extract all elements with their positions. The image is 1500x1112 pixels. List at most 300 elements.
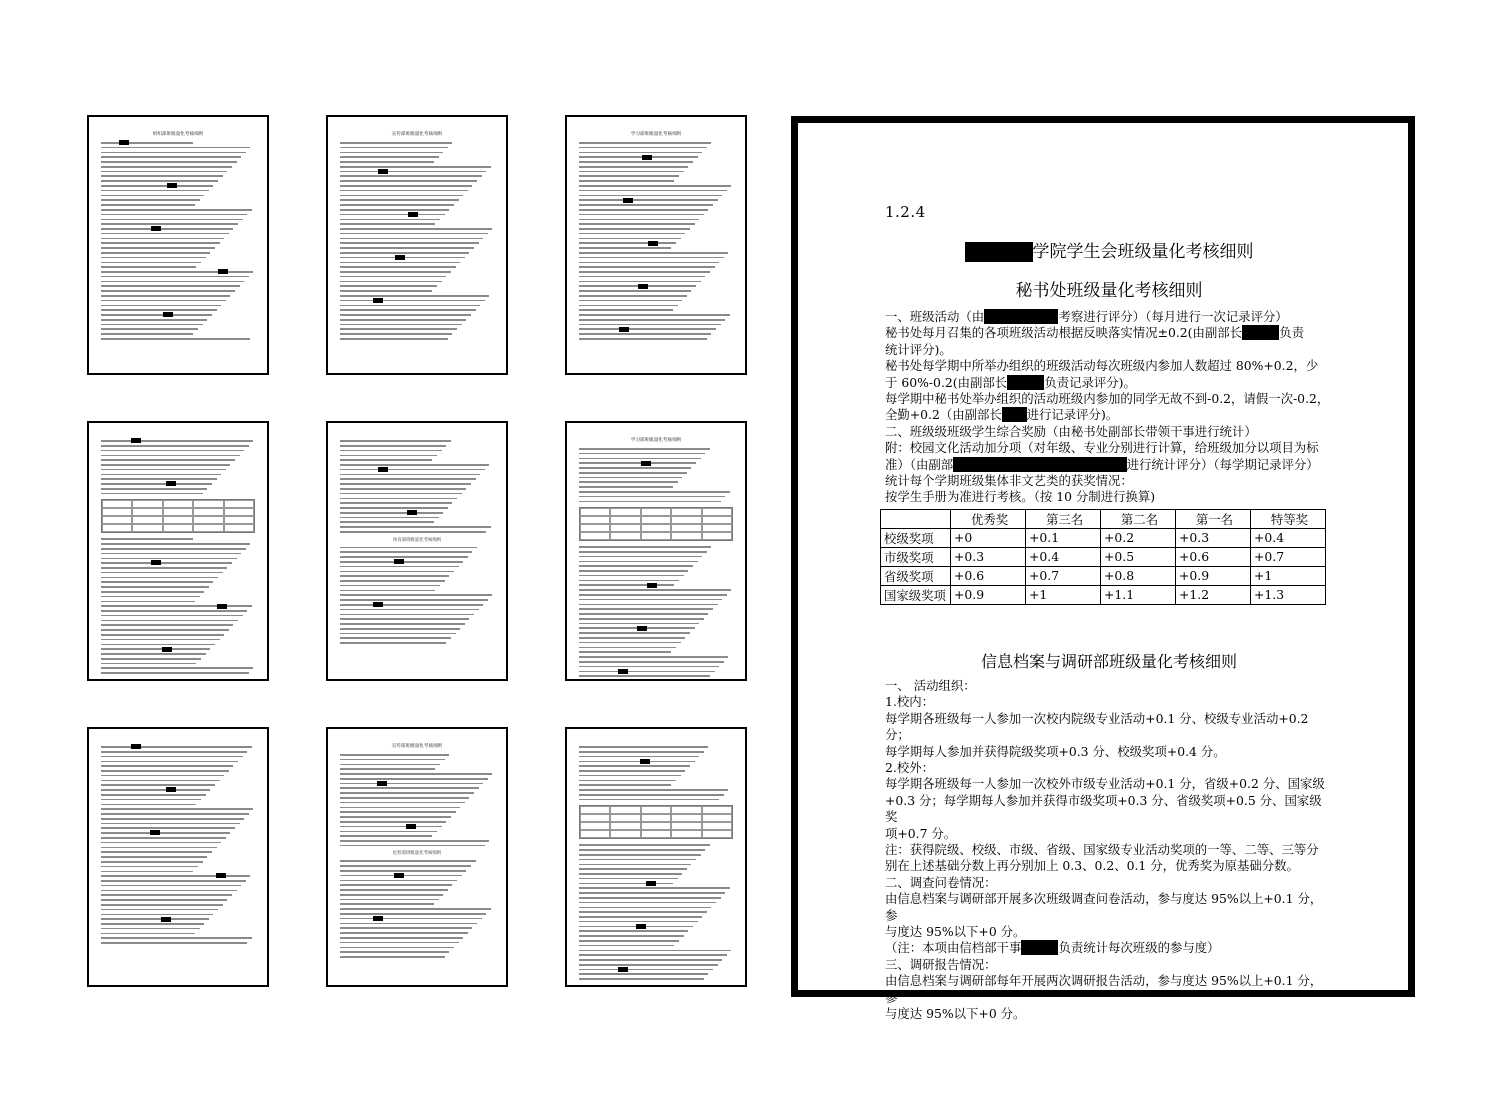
page-thumbnail[interactable] (565, 421, 747, 681)
thumbnail-text-line (340, 870, 466, 872)
thumbnail-text-line (340, 526, 491, 528)
thumbnail-text-line (340, 483, 471, 485)
thumbnail-text-line (340, 880, 457, 882)
thumbnail-text-line (579, 477, 682, 479)
thumbnail-text-line (101, 765, 233, 767)
thumbnail-table (579, 805, 733, 839)
text-line: 全勤+0.2（由副部长某某进行记录评分)。 (885, 407, 1119, 423)
thumbnail-text-line (340, 623, 465, 625)
thumbnail-text-line (579, 496, 725, 498)
document-content (885, 203, 1333, 1022)
thumbnail-text-line (579, 921, 698, 923)
thumbnail-text-line (101, 242, 220, 244)
thumbnail-text-line (579, 618, 704, 620)
thumbnail-text-line (579, 608, 713, 610)
page-thumbnail[interactable] (87, 421, 269, 681)
thumbnail-text-line (340, 262, 460, 264)
thumbnail-text-line (101, 933, 195, 935)
thumbnail-text-line (101, 928, 200, 930)
thumbnail-text-line (340, 899, 439, 901)
text-line: 每学期各班级每一人参加一次校内院级专业活动+0.1 分、校级专业活动+0.2 分； (885, 710, 1309, 743)
thumbnail-text-line (340, 469, 485, 471)
thumbnail-text-line (340, 488, 466, 490)
thumbnail-text-line (579, 911, 707, 913)
thumbnail-text-line (101, 445, 249, 447)
thumbnail-text-line (340, 276, 446, 278)
thumbnail-text-line (101, 233, 229, 235)
thumbnail-text-line (579, 551, 707, 553)
thumbnail-text-line (101, 247, 215, 249)
thumbnail-title: 宣传部班级量化考核细则 (391, 744, 443, 749)
thumbnail-text-line (340, 285, 437, 287)
thumbnail-text-line (579, 556, 702, 558)
thumbnail-text-line (101, 538, 193, 540)
thumbnail-text-line (579, 887, 730, 889)
thumbnail-text-line (101, 813, 249, 815)
thumbnail-text-line (340, 474, 480, 476)
thumbnail-text-line (579, 228, 690, 230)
thumbnail-text-line (579, 627, 695, 629)
thumbnail-text-line (340, 889, 448, 891)
table-header-cell (881, 509, 951, 528)
page-thumbnail[interactable] (326, 421, 508, 681)
thumbnail-text-line (340, 764, 440, 766)
page-thumbnail[interactable] (87, 115, 269, 375)
thumbnail-text-line (340, 571, 454, 573)
thumbnail-text-line (340, 517, 439, 519)
text-line: 由信息档案与调研部每年开展两次调研报告活动，参与度达 95%以上+0.1 分，参 (885, 973, 1323, 1005)
thumbnail-text-line (579, 935, 684, 937)
thumbnail-text-line (579, 472, 687, 474)
thumbnail-text-line (340, 609, 479, 611)
text-line: 与度达 95%以下+0 分。 (885, 1006, 1026, 1021)
thumbnail-text-line (579, 575, 684, 577)
text-line: 2.校外： (885, 759, 934, 775)
thumbnail-text-line (579, 481, 678, 483)
thumbnail-text-line (340, 328, 457, 330)
redacted-block: 长某某某及干事某某某、某某某 (953, 456, 1127, 472)
award-level-cell: 市级奖项 (881, 547, 951, 566)
award-score-cell: +1.1 (1101, 585, 1176, 604)
thumbnail-text-line (340, 199, 459, 201)
text-line: 准）（由副部长某某某及干事某某某、某某某进行统计评分）（每学期记录评分） (885, 456, 1319, 472)
thumbnail-text-line (579, 453, 705, 455)
thumbnail-text-line (101, 483, 212, 485)
thumbnail-text-line (101, 909, 218, 911)
thumbnail-text-line (579, 666, 719, 668)
thumbnail-text-line (579, 214, 704, 216)
thumbnail-text-line (340, 754, 449, 756)
thumbnail-text-line (101, 219, 243, 221)
thumbnail-text-line (579, 295, 687, 297)
thumbnail-text-line (101, 761, 238, 763)
text-line: +0.3 分；每学期每人参加并获得市级奖项+0.3 分、省级奖项+0.5 分、国家级奖 (885, 792, 1322, 825)
thumbnail-text-line (579, 570, 688, 572)
thumbnail-text-line (579, 916, 702, 918)
thumbnail-text-line (101, 923, 204, 925)
thumbnail-text-line (340, 266, 456, 268)
thumbnail-text-line (101, 658, 201, 660)
award-score-cell: +1.2 (1176, 585, 1251, 604)
thumbnail-text-line (101, 562, 232, 564)
thumbnail-text-line (101, 199, 200, 201)
thumbnail-text-line (101, 780, 220, 782)
table-row (881, 566, 1326, 585)
thumbnail-text-line (340, 547, 477, 549)
thumbnail-text-line (101, 827, 235, 829)
thumbnail-text-line (340, 561, 463, 563)
thumbnail-text-line (101, 672, 249, 674)
table-row (881, 528, 1326, 547)
thumbnail-text-line (579, 584, 674, 586)
text-line: 于 60%-0.2(由副部长某某某负责记录评分)。 (885, 374, 1136, 390)
thumbnail-text-line (579, 651, 671, 653)
thumbnail-text-line (101, 314, 212, 316)
thumbnail-text-line (101, 266, 196, 268)
redacted-block: 文化传播 (964, 242, 1033, 262)
thumbnail-text-line (101, 605, 252, 607)
thumbnail-text-line (340, 502, 452, 504)
award-score-cell: +0.6 (951, 566, 1026, 585)
thumbnail-text-line (101, 285, 240, 287)
thumbnail-text-line (101, 904, 223, 906)
thumbnail-text-line (579, 305, 678, 307)
text-line: 每学期每人参加并获得院级奖项+0.3 分、校级奖项+0.4 分。 (885, 743, 1226, 759)
thumbnail-text-line (579, 242, 676, 244)
thumbnail-text-line (101, 794, 206, 796)
thumbnail-text-line (101, 290, 235, 292)
thumbnail-title: 学习部班级量化考核细则 (630, 438, 682, 443)
thumbnail-text-line (340, 875, 462, 877)
thumbnail-text-line (101, 152, 246, 154)
thumbnail-text-line (101, 171, 227, 173)
thumbnail-text-line (101, 180, 218, 182)
thumbnail-text-line (579, 954, 727, 956)
thumbnail-text-line (579, 926, 693, 928)
page-thumbnail[interactable] (87, 727, 269, 987)
thumbnail-text-line (579, 897, 721, 899)
award-score-cell: +0.4 (1250, 528, 1325, 547)
thumbnail-title: 宣传部班级量化考核细则 (391, 132, 443, 137)
thumbnail-text-line (340, 228, 492, 230)
thumbnail-text-line (340, 190, 468, 192)
thumbnail-text-line (101, 648, 210, 650)
thumbnail-text-line (340, 792, 474, 794)
thumbnail-text-line (340, 556, 468, 558)
thumbnail-text-line (579, 580, 679, 582)
thumbnail-text-line (579, 290, 691, 292)
thumbnail-text-line (101, 493, 203, 495)
thumbnail-text-line (579, 462, 696, 464)
thumbnail-text-line (101, 166, 232, 168)
thumbnail-text-line (101, 450, 244, 452)
thumbnail-text-line (340, 614, 474, 616)
thumbnail-text-line (579, 589, 731, 591)
thumbnail-text-line (579, 613, 708, 615)
thumbnail-text-line (579, 448, 710, 450)
thumbnail-text-line (579, 964, 718, 966)
text-line: 1.校内： (885, 694, 934, 710)
thumbnail-text-line (579, 675, 710, 677)
thumbnail-text-line (101, 478, 217, 480)
thumbnail-text-line (340, 252, 469, 254)
thumbnail-text-line (340, 305, 480, 307)
page-thumbnail[interactable] (565, 115, 747, 375)
thumbnail-text-line (340, 161, 434, 163)
thumbnail-text-line (101, 634, 224, 636)
thumbnail-text-line (579, 873, 682, 875)
thumbnail-text-line (340, 942, 459, 944)
thumbnail-text-line (340, 166, 491, 168)
thumbnail-text-line (340, 464, 489, 466)
thumbnail-text-line (340, 290, 432, 292)
thumbnail-text-line (101, 238, 224, 240)
thumbnail-text-line (101, 567, 227, 569)
thumbnail-text-line (579, 945, 674, 947)
page-thumbnail[interactable] (565, 727, 747, 987)
thumbnail-text-line (101, 572, 223, 574)
thumbnail-text-line (101, 586, 209, 588)
text-line: 二、班级级班级学生综合奖励（由秘书处副部长带领干事进行统计） (885, 423, 1257, 439)
thumbnail-text-line (101, 577, 218, 579)
text-line: 二、调查问卷情况： (885, 874, 997, 890)
thumbnail-text-line (579, 642, 681, 644)
award-score-cell: +0.5 (1101, 547, 1176, 566)
thumbnail-text-line (340, 295, 489, 297)
award-score-cell: +0.1 (1026, 528, 1101, 547)
page-thumbnail[interactable] (326, 115, 508, 375)
thumbnail-text-line (579, 680, 705, 681)
thumbnail-text-line (101, 837, 226, 839)
award-score-cell: +0.4 (1026, 547, 1101, 566)
thumbnail-text-line (101, 937, 252, 939)
thumbnail-text-line (579, 775, 681, 777)
thumbnail-text-line (340, 445, 446, 447)
thumbnail-text-line (579, 868, 687, 870)
thumbnail-text-line (579, 959, 722, 961)
table-header-cell: 优秀奖 (951, 509, 1026, 528)
thumbnail-text-line (579, 142, 711, 144)
award-score-cell: +1 (1250, 566, 1325, 585)
thumbnail-text-line (340, 209, 449, 211)
thumbnail-text-line (579, 656, 728, 658)
thumbnail-text-line (579, 271, 710, 273)
thumbnail-text-line (101, 620, 238, 622)
thumbnail-text-line (340, 759, 445, 761)
thumbnail-text-line (101, 942, 247, 944)
thumbnail-text-line (340, 932, 468, 934)
thumbnail-text-line (340, 903, 434, 905)
thumbnail-text-line (101, 276, 249, 278)
thumbnail-subtitle: 体育部班级量化考核细则 (392, 537, 442, 543)
text-line: 统计每个学期班级集体非文艺类的获奖情况： (885, 473, 1133, 489)
thumbnail-text-line (101, 262, 201, 264)
thumbnail-text-line (101, 880, 246, 882)
thumbnail-text-line (579, 859, 696, 861)
thumbnail-text-line (340, 521, 434, 523)
thumbnail-text-line (101, 581, 213, 583)
thumbnail-text-line (579, 252, 728, 254)
thumbnail-text-line (579, 794, 724, 796)
thumbnail-text-line (579, 878, 678, 880)
thumbnail-text-line (579, 930, 688, 932)
thumbnail-text-line (101, 142, 193, 144)
thumbnail-text-line (579, 328, 716, 330)
text-line: 一、 活动组织： (885, 677, 976, 693)
thumbnail-text-line (340, 604, 483, 606)
thumbnail-text-line (579, 257, 724, 259)
thumbnail-text-line (101, 161, 237, 163)
thumbnail-text-line (340, 773, 492, 775)
thumbnail-text-line (101, 871, 193, 873)
thumbnail-text-line (340, 642, 446, 644)
thumbnail-text-line (101, 861, 203, 863)
thumbnail-text-line (340, 300, 485, 302)
thumbnail-text-line (579, 190, 727, 192)
thumbnail-text-line (579, 565, 693, 567)
thumbnail-text-line (340, 947, 454, 949)
thumbnail-text-line (340, 811, 456, 813)
thumbnail-text-line (340, 865, 471, 867)
secretariat-title: 秘书处班级量化考核细则 (1015, 281, 1203, 301)
redacted-block: 某某某 (1021, 940, 1059, 956)
thumbnail-text-line (340, 923, 477, 925)
thumbnail-text-line (101, 847, 217, 849)
thumbnail-text-line (579, 604, 718, 606)
thumbnail-text-line (101, 338, 250, 340)
thumbnail-text-line (340, 440, 451, 442)
text-line: 每学期中秘书处举办组织的活动班级内参加的同学无故不到-0.2，请假一次-0.2， (885, 391, 1330, 407)
thumbnail-text-line (579, 486, 673, 488)
thumbnail-text-line (579, 940, 679, 942)
thumbnail-text-line (101, 209, 252, 211)
thumbnail-text-line (579, 281, 701, 283)
thumbnail-text-line (340, 778, 488, 780)
thumbnail-text-line (101, 281, 244, 283)
info-archive-title: 信息档案与调研部班级量化考核细则 (980, 651, 1237, 671)
thumbnail-text-line (579, 152, 702, 154)
thumbnail-text-line (101, 799, 201, 801)
thumbnail-text-line (101, 204, 195, 206)
thumbnail-text-line (101, 667, 253, 669)
thumbnail-text-line (340, 271, 451, 273)
award-score-cell: +0.7 (1250, 547, 1325, 566)
thumbnail-text-line (340, 585, 440, 587)
thumbnail-text-line (101, 295, 230, 297)
thumbnail-text-line (101, 866, 198, 868)
thumbnail-text-line (101, 228, 233, 230)
award-score-cell: +1 (1026, 585, 1101, 604)
thumbnail-text-line (101, 644, 215, 646)
table-header-cell: 特等奖 (1250, 509, 1325, 528)
award-score-cell: +0.7 (1026, 566, 1101, 585)
thumbnail-text-line (101, 558, 237, 560)
thumbnail-text-line (579, 632, 690, 634)
text-line: 统计评分)。 (885, 341, 952, 357)
thumbnail-text-line (340, 927, 472, 929)
thumbnail-text-line (579, 161, 693, 163)
thumbnail-text-line (579, 770, 685, 772)
text-line: 附：校园文化活动加分项（对年级、专业分别进行计算，给班级加分以项目为标 (885, 440, 1319, 456)
thumbnail-text-line (101, 591, 204, 593)
thumbnail-text-line (579, 219, 699, 221)
thumbnail-text-line (340, 918, 482, 920)
thumbnail-text-line (340, 242, 479, 244)
thumbnail-text-line (579, 907, 711, 909)
thumbnail-text-line (579, 199, 718, 201)
thumbnail-text-line (579, 883, 673, 885)
thumbnail-text-line (101, 257, 206, 259)
table-row (881, 547, 1326, 566)
thumbnail-text-line (579, 765, 690, 767)
thumbnail-text-line (340, 185, 472, 187)
redacted-block: 某某 (1001, 407, 1027, 423)
thumbnail-text-line (340, 171, 486, 173)
thumbnail-text-line (340, 575, 449, 577)
thumbnail-text-line (340, 152, 443, 154)
text-line: （注：本项由信档部干事某某某负责统计每次班级的参与度） (885, 940, 1220, 956)
thumbnail-text-line (101, 875, 250, 877)
thumbnail-text-line (340, 599, 488, 601)
thumbnail-text-line (101, 147, 250, 149)
thumbnail-text-line (579, 661, 724, 663)
thumbnail-text-line (579, 599, 722, 601)
page-thumbnail[interactable] (326, 727, 508, 987)
award-level-cell: 省级奖项 (881, 566, 951, 585)
thumbnail-text-line (340, 180, 477, 182)
thumbnail-text-line (579, 761, 695, 763)
thumbnail-text-line (340, 637, 451, 639)
thumbnail-text-line (101, 746, 252, 748)
thumbnail-text-line (101, 914, 213, 916)
thumbnail-text-line (101, 899, 227, 901)
thumbnail-text-line (579, 864, 691, 866)
thumbnail-text-line (101, 440, 253, 442)
thumbnail-text-line (579, 300, 682, 302)
thumbnail-text-line (340, 507, 448, 509)
thumbnail-text-line (579, 180, 674, 182)
thumbnail-text-line (101, 333, 193, 335)
thumbnail-text-line (340, 531, 486, 533)
thumbnail-text-line (579, 751, 704, 753)
thumbnail-text-line (101, 469, 226, 471)
thumbnail-text-line (340, 590, 435, 592)
thumbnail-text-line (579, 195, 722, 197)
thumbnail-text-line (579, 338, 707, 340)
thumbnail-text-line (340, 951, 449, 953)
thumbnail-text-line (101, 756, 243, 758)
thumbnail-text-line (579, 309, 673, 311)
thumbnail-text-line (340, 478, 476, 480)
thumbnail-text-line (340, 493, 462, 495)
thumbnail-text-line (101, 305, 221, 307)
thumbnail-text-line (101, 488, 207, 490)
thumbnail-text-line (579, 501, 721, 503)
thumbnail-text-line (579, 623, 699, 625)
award-score-cell: +0 (951, 528, 1026, 547)
thumbnail-text-line (101, 885, 241, 887)
thumbnail-text-line (579, 175, 679, 177)
thumbnail-text-line (101, 856, 207, 858)
thumbnail-text-line (340, 156, 439, 158)
thumbnail-text-line (340, 195, 463, 197)
award-level-cell: 校级奖项 (881, 528, 951, 547)
thumbnail-text-line (340, 147, 448, 149)
award-score-cell: +0.9 (1176, 566, 1251, 585)
thumbnail-text-line (340, 450, 442, 452)
text-line: 按学生手册为准进行考核。（按 10 分制进行换算) (885, 489, 1156, 505)
thumbnail-text-line (340, 281, 442, 283)
